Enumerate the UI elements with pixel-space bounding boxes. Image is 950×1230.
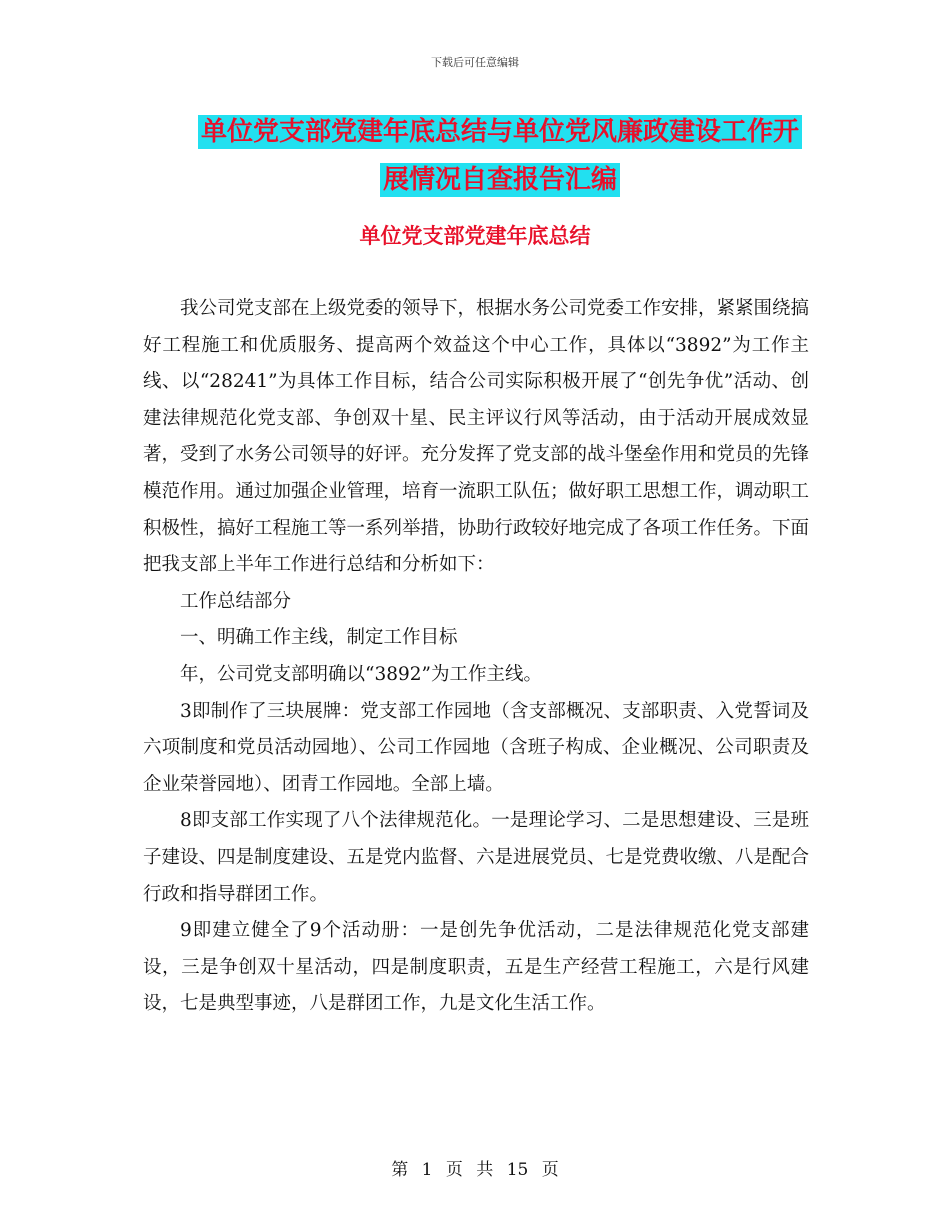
document-title-line-2: 展情况自查报告汇编 <box>380 163 620 197</box>
header-note: 下载后可任意编辑 <box>431 56 519 69</box>
page-number: 1 <box>421 1160 433 1180</box>
total-unit: 页 <box>541 1160 559 1180</box>
paragraph-heading-1: 一、明确工作主线，制定工作目标 <box>180 627 458 649</box>
document-body <box>143 291 809 1023</box>
total-label: 共 <box>476 1160 494 1180</box>
paragraph-heading-summary: 工作总结部分 <box>180 590 292 612</box>
page-footer <box>0 1155 950 1180</box>
page-unit: 页 <box>445 1160 463 1180</box>
paragraph-item-8: 8即支部工作实现了八个法律规范化。一是理论学习、二是思想建设、三是班子建设、四是制度建设、五是党内监督、六是进展党员、七是党费收缴、八是配合行政和指导群团工作。 <box>143 810 810 905</box>
section-title: 单位党支部党建年底总结 <box>359 224 591 248</box>
paragraph-intro: 我公司党支部在上级党委的领导下，根据水务公司党委工作安排，紧紧围绕搞好工程施工和优质服务、提高两个效益这个中心工作，具体以“3892”为工作主线、以“28241”为具体工作目标，结合公司实际积极开展了“创先争优”活动、创建法律规范化党支部、争创双十星、民主评议行风等活动，由于活动开展成效显著，受到了水务公司领导的好评。充分发挥了党支部的战斗堡垒作用和党员的先锋模范作用。通过加强企业管理，培育一流职工队伍；做好职工思想工作，调动职工积极性，搞好工程施工等一系列举措，协助行政较好地完成了各项工作任务。下面把我支部上半年工作进行总结和分析如下： <box>143 298 810 576</box>
paragraph-item-9: 9即建立健全了9个活动册：一是创先争优活动，二是法律规范化党支部建设，三是争创双十星活动，四是制度职责，五是生产经营工程施工，六是行风建设，七是典型事迹，八是群团工作，九是文化生活工作。 <box>143 920 809 1015</box>
paragraph-mainline: 年，公司党支部明确以“3892”为工作主线。 <box>180 663 542 685</box>
document-title-line-1: 单位党支部党建年底总结与单位党风廉政建设工作开 <box>198 115 802 149</box>
page-label: 第 <box>391 1160 409 1180</box>
document-title <box>140 108 860 204</box>
total-pages: 15 <box>506 1160 529 1180</box>
paragraph-item-3: 3即制作了三块展牌：党支部工作园地（含支部概况、支部职责、入党誓词及六项制度和党员活动园地）、公司工作园地（含班子构成、企业概况、公司职责及企业荣誉园地）、团青工作园地。全部上墙。 <box>143 700 809 795</box>
